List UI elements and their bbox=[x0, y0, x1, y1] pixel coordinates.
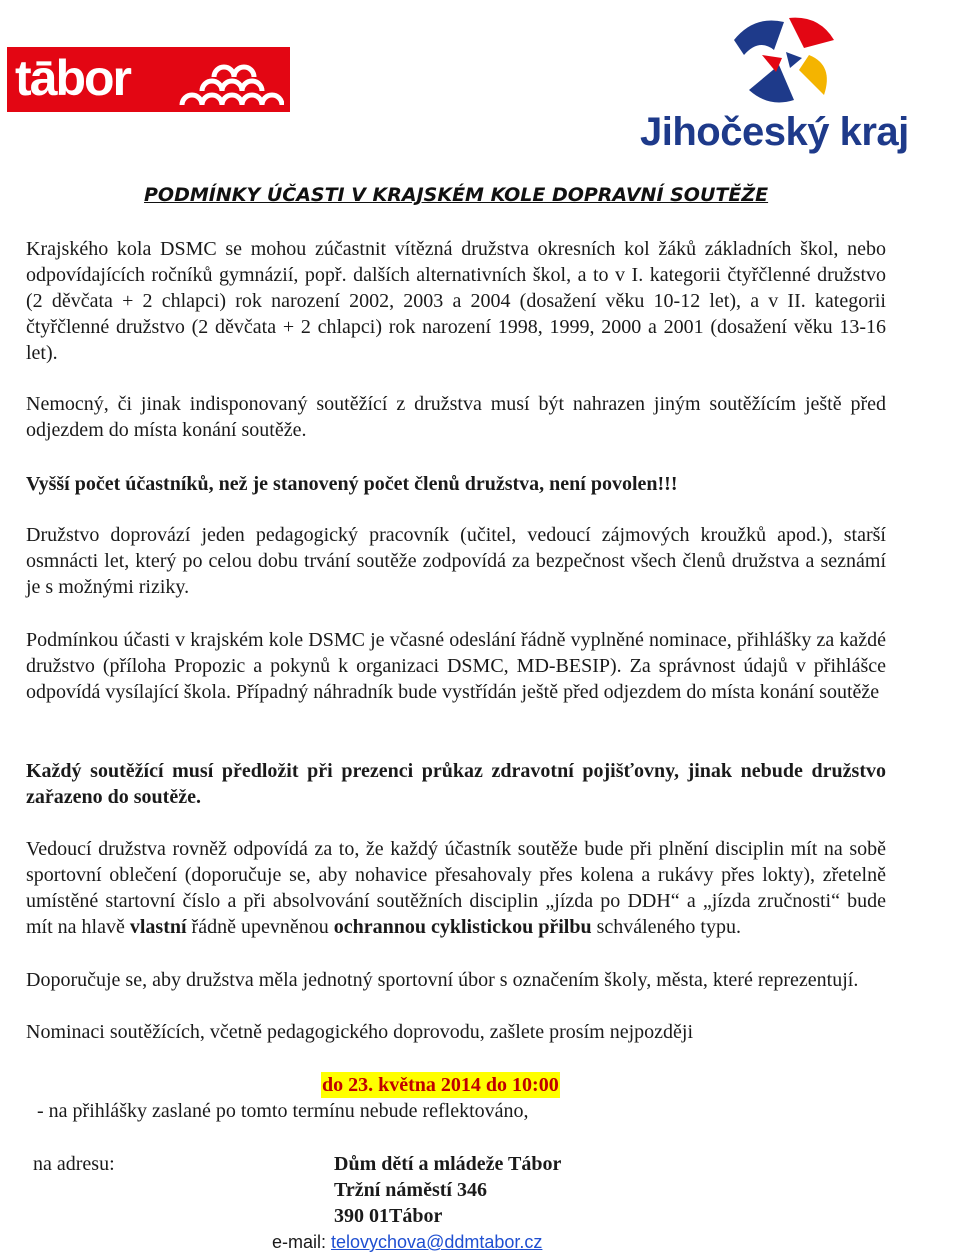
paragraph-uniform: Doporučuje se, aby družstva měla jednotný sportovní úbor s označením školy, města, které reprezentují. bbox=[26, 969, 859, 991]
email-label: e-mail: bbox=[272, 1232, 332, 1252]
address-line-1: Dům dětí a mládeže Tábor bbox=[334, 1153, 562, 1175]
equipment-text: Vedoucí družstva rovněž odpovídá za to, že každý účastník soutěže bude při plnění disciplin mít na sobě sportovní oblečení (doporučuje se, aby nohavice přesahovaly přes kolena a rukávy přes lokty), zřetelně umístěné startovní číslo a při absolvování soutěžních disciplin „jízda po DDH“ a „jízda zručnosti“ bude mít na hlavě bbox=[26, 838, 886, 938]
region-logo-text: Jihočeský kraj bbox=[640, 110, 909, 154]
equipment-approved: schváleného typu. bbox=[591, 916, 741, 938]
email-line bbox=[272, 1229, 542, 1255]
paragraph-equipment bbox=[26, 836, 886, 940]
region-logo-mark-icon bbox=[724, 10, 844, 110]
region-logo bbox=[636, 10, 954, 160]
deadline-note: - na přihlášky zaslané po tomto termínu nebude reflektováno, bbox=[37, 1100, 529, 1122]
paragraph-supervisor: Družstvo doprovází jeden pedagogický pracovník (učitel, vedoucí zájmových kroužků apod.), starší osmnácti let, který po celou dobu trvání soutěže zodpovídá za bezpečnost všech členů družstva a seznámí je s možnými riziky. bbox=[26, 524, 886, 598]
paragraph-send-nomination: Nominaci soutěžících, včetně pedagogického doprovodu, zašlete prosím nejpozději bbox=[26, 1021, 694, 1043]
page-title: PODMÍNKY ÚČASTI V KRAJSKÉM KOLE DOPRAVNÍ SOUTĚŽE bbox=[144, 184, 769, 206]
equipment-fastened: řádně upevněnou bbox=[186, 916, 334, 938]
address-label: na adresu: bbox=[33, 1153, 115, 1175]
address-line-3: 390 01Tábor bbox=[334, 1205, 443, 1227]
tabor-logo-mark-icon bbox=[174, 49, 284, 109]
paragraph-insurance-card: Každý soutěžící musí předložit při prezenci průkaz zdravotní pojišťovny, jinak nebude družstvo zařazeno do soutěže. bbox=[26, 760, 886, 808]
address-line-2: Tržní náměstí 346 bbox=[334, 1179, 487, 1201]
tabor-logo bbox=[7, 47, 290, 112]
paragraph-eligibility: Krajského kola DSMC se mohou zúčastnit vítězná družstva okresních kol žáků základních škol, nebo odpovídajících ročníků gymnázií, popř. dalších alternativních škol, a to v I. kategorii čtyřčlenné družstvo (2 děvčata + 2 chlapci) rok narození 2002, 2003 a 2004 (dosažení věku 10-12 let), a v II. kategorii čtyřčlenné družstvo (2 děvčata + 2 chlapci) rok narození 1998, 1999, 2000 a 2001 (dosažení věku 13-16 let). bbox=[26, 238, 886, 364]
paragraph-nomination: Podmínkou účasti v krajském kole DSMC je včasné odeslání řádně vyplněné nominace, přihlášky za každé družstvo (příloha Propozic a pokynů k organizaci DSMC, MD-BESIP). Za správnost údajů v přihlášce odpovídá vysílající škola. Případný náhradník bude vystřídán ještě před odjezdem do místa konání soutěže bbox=[26, 629, 886, 703]
email-link[interactable]: telovychova@ddmtabor.cz bbox=[331, 1232, 543, 1252]
deadline: do 23. května 2014 do 10:00 bbox=[322, 1074, 559, 1096]
equipment-own: vlastní bbox=[129, 916, 187, 938]
paragraph-substitution: Nemocný, či jinak indisponovaný soutěžící z družstva musí být nahrazen jiným soutěžícím ještě před odjezdem do místa konání soutěže. bbox=[26, 393, 886, 441]
paragraph-participant-limit: Vyšší počet účastníků, než je stanovený počet členů družstva, není povolen!!! bbox=[26, 473, 678, 495]
tabor-logo-text: tābor bbox=[15, 50, 130, 106]
equipment-helmet: ochrannou cyklistickou přilbu bbox=[333, 916, 592, 938]
